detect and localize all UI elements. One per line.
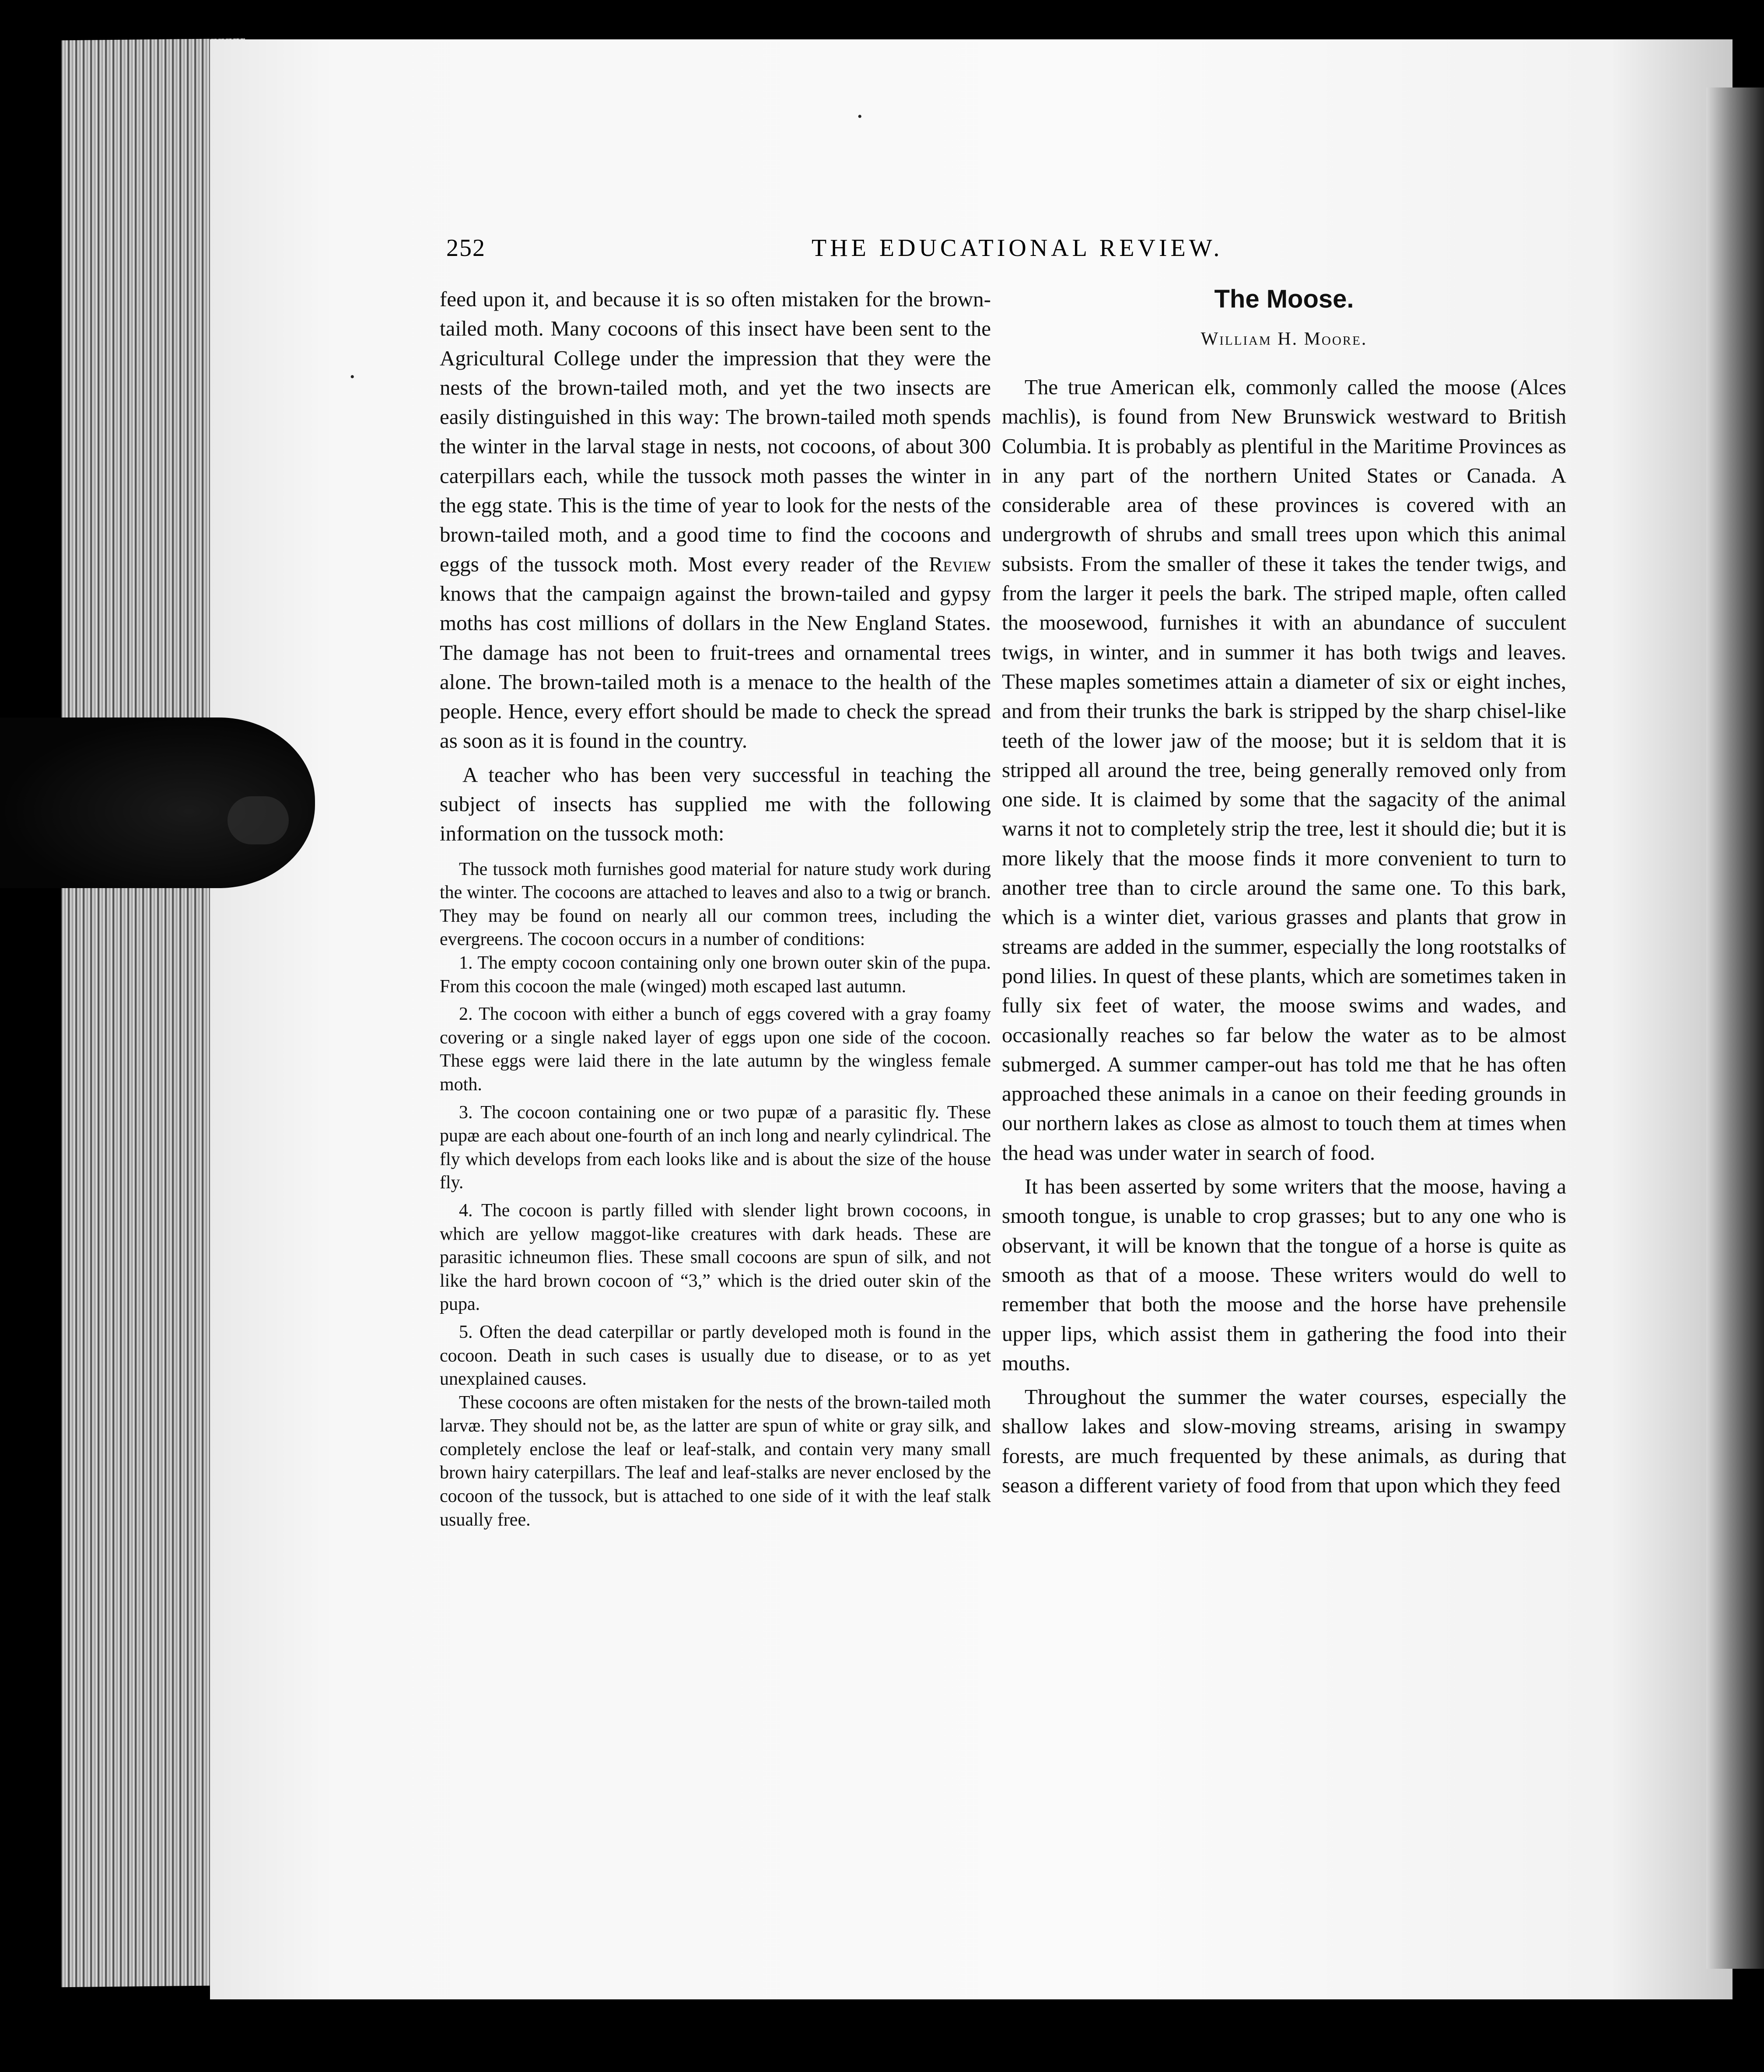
ink-dot: • [350, 370, 355, 384]
article-title: The Moose. [1214, 285, 1354, 313]
paragraph: The true American elk, commonly called the moose (Alces machlis), is found from New Brunswick westward to British Columbia. It is probably as plentiful in the Maritime Provinces as in any part of the northern United States or Canada. A considerable area of these provinces is covered with an undergrowth of shrubs and small trees upon which this animal subsists. From the smaller of these it takes the tender twigs, and from the larger it peels the bark. The striped maple, often called the moosewood, furnishes it with an abundance of succulent twigs, in winter, and in summer it has both twigs and leaves. These maples sometimes attain a diameter of six or eight inches, and from their trunks the bark is stripped by the sharp chisel-like teeth of the lower jaw of the moose; but it is seldom that it is stripped all around the tree, being generally removed only from one side. It is claimed by some that the sagacity of the animal warns it not to completely strip the tree, lest it should die; but it is more likely that the moose finds it more convenient to turn to another tree than to circle around the same one. To this bark, which is a winter diet, various grasses and plants that grow in streams are added in the summer, especially the long rootstalks of pond lilies. In quest of these plants, which are sometimes taken in fully six feet of water, the moose swims and wades, and occasionally reaches so far below the water as to be almost submerged. A summer camper-out has told me that he has often approached these animals in a canoe on their feeding grounds in our northern lakes as close as almost to touch them at times when the head was under water in search of food. [1002, 375, 1566, 1165]
article-author: William H. Moore. [1200, 329, 1368, 349]
quote-item-5: 5. Often the dead caterpillar or partly developed moth is found in the cocoon. Death in such cases is usually due to disease, or to as yet unexplained causes. [440, 1322, 991, 1390]
quote-item-2: 2. The cocoon with either a bunch of eggs covered with a gray foamy covering or a single naked layer of eggs upon one side of the cocoon. These eggs were laid there in the late autumn by the wingless female moth. [440, 1004, 991, 1095]
paragraph: Throughout the summer the water courses, especially the shallow lakes and slow-moving streams, arising in swampy forests, are much frequented by these animals, as during that season a different variety of food from that upon which they feed [1002, 1385, 1566, 1497]
running-head: THE EDUCATIONAL REVIEW. [812, 234, 1223, 262]
left-column [440, 284, 991, 1532]
quote-item-3: 3. The cocoon containing one or two pupæ of a parasitic fly. These pupæ are each about one-fourth of an inch long and nearly cylindrical. The fly which develops from each looks like and is about the size of the house fly. [440, 1102, 991, 1193]
paragraph: It has been asserted by some writers that the moose, having a smooth tongue, is unable to crop grasses; but to any one who is observant, it will be known that the tongue of a horse is quite as smooth as that of a moose. These writers would do well to remember that both the moose and the horse have prehensile upper lips, which assist them in gathering the food into their mouths. [1002, 1174, 1566, 1375]
quote-closing: These cocoons are often mistaken for the nests of the brown-tailed moth larvæ. They should not be, as the latter are spun of white or gray silk, and completely enclose the leaf or leaf-stalk, and contain very many small brown hairy caterpillars. The leaf and leaf-stalks are never enclosed by the cocoon of the tussock, but is attached to one side of it with the leaf stalk usually free. [440, 1392, 991, 1530]
quote-item-1: 1. The empty cocoon containing only one brown outer skin of the pupa. From this cocoon the male (winged) moth escaped last autumn. [440, 953, 991, 997]
paragraph: A teacher who has been very successful in teaching the subject of insects has supplied me with the following information on the tussock moth: [440, 762, 991, 846]
journal-name: Review [928, 552, 991, 576]
page-number: 252 [446, 234, 486, 262]
paragraph-text: knows that the campaign against the brown-tailed and gypsy moths has cost millions of dollars in the New England States. The damage has not been to fruit-trees and ornamental trees alone. The brown-tailed moth is a menace to the health of the people. Hence, every effort should be made to check the spread as soon as it is found in the country. [440, 581, 991, 753]
quote-item-4: 4. The cocoon is partly filled with slender light brown cocoons, in which are yellow maggot-like creatures with dark heads. These are parasitic ichneumon flies. These small cocoons are spun of silk, and not like the hard brown cocoon of “3,” which is the dried outer skin of the pupa. [440, 1200, 991, 1315]
page-header [446, 234, 1706, 273]
ink-dot: • [858, 109, 862, 124]
facing-page-edge [1706, 88, 1764, 1969]
right-column [1002, 284, 1566, 1500]
paragraph [440, 284, 991, 756]
thumb-nail [228, 796, 289, 844]
paragraph-text: feed upon it, and because it is so often mistaken for the brown-tailed moth. Many cocoons of this insect have been sent to the Agricultural College under the impression that they were the nests of the brown-tailed moth, and yet the two insects are easily distinguished in this way: The brown-tailed moth spends the winter in the larval stage in nests, not cocoons, of about 300 caterpillars each, while the tussock moth passes the winter in the egg state. This is the time of year to look for the nests of the brown-tailed moth, and a good time to find the cocoons and eggs of the tussock moth. Most every reader of the [440, 287, 991, 576]
quote-intro: The tussock moth furnishes good material for nature study work during the winter. The cocoons are attached to leaves and also to a twig or branch. They may be found on nearly all our common trees, including the evergreens. The cocoon occurs in a number of conditions: [440, 859, 991, 950]
